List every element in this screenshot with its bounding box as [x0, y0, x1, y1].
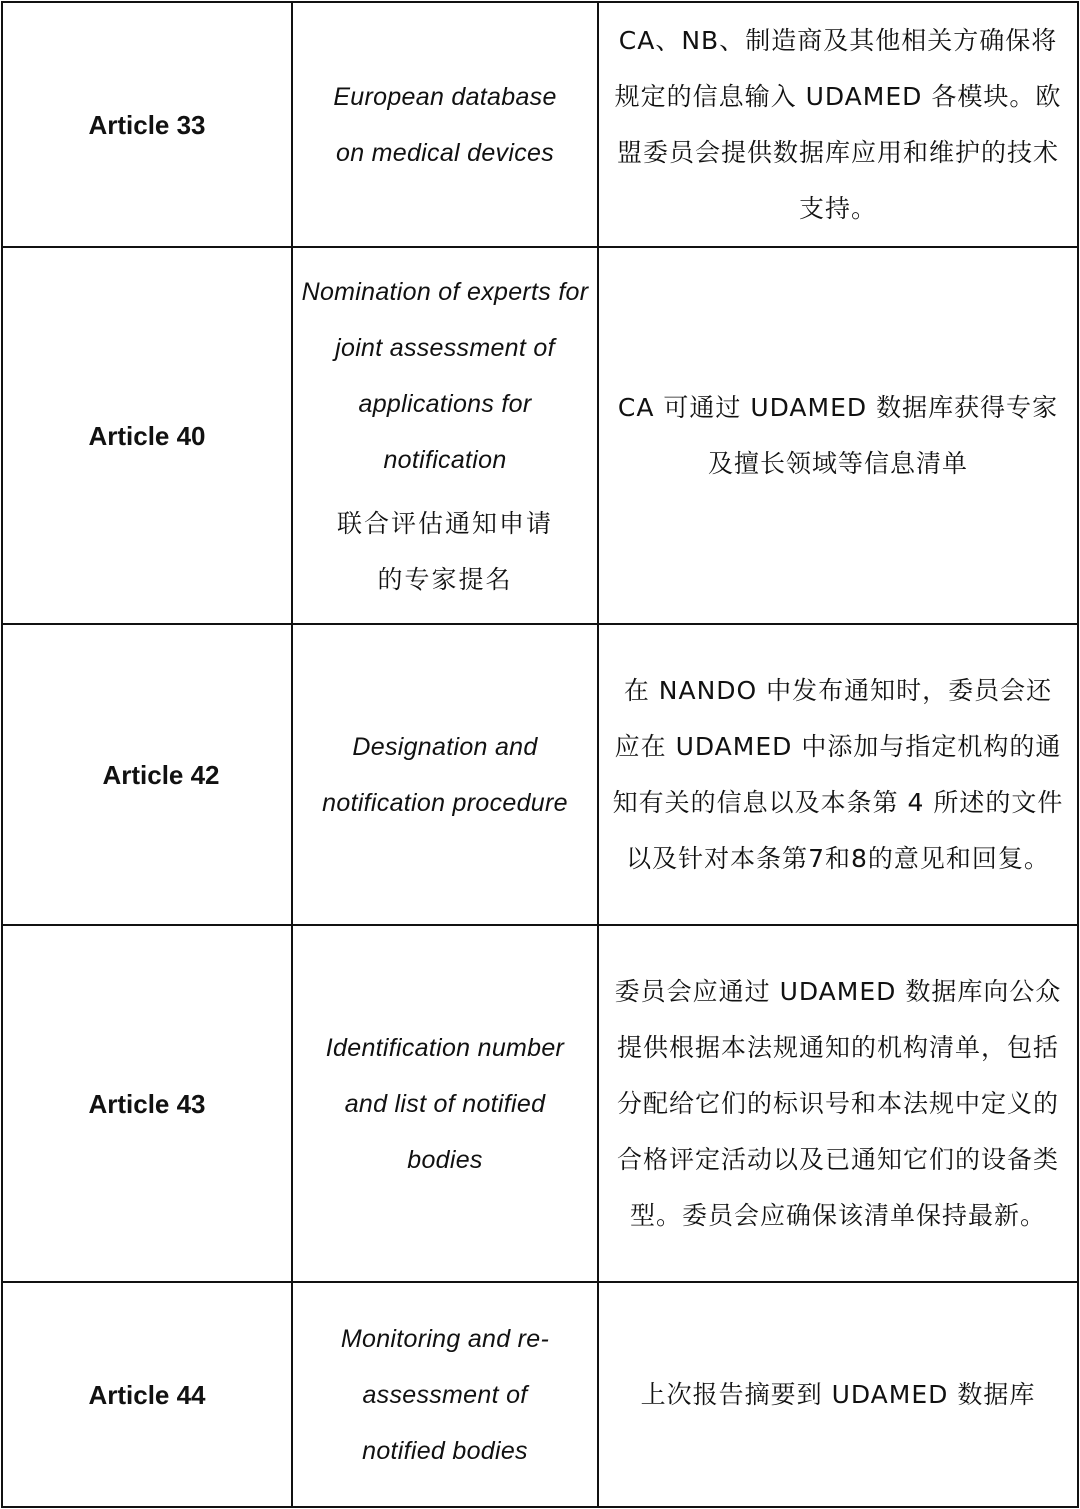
article-cell [2, 247, 292, 624]
title-cell [292, 624, 598, 925]
title-cell [292, 925, 598, 1282]
table-row [2, 624, 1078, 925]
description-cell [598, 2, 1078, 247]
article-description: 上次报告摘要到 UDAMED 数据库 [640, 1379, 1036, 1409]
article-number: Article 42 [102, 759, 220, 790]
article-title: Identification number and list of notified bodies [325, 1033, 565, 1174]
description-cell [598, 247, 1078, 624]
table-row [2, 247, 1078, 624]
article-cell [2, 925, 292, 1282]
article-title: Designation and notification procedure [322, 732, 568, 817]
table-row [2, 925, 1078, 1282]
table-row [2, 2, 1078, 247]
article-cell [2, 2, 292, 247]
article-title: Nomination of experts for joint assessment of applications for notification [301, 277, 589, 474]
article-cell [2, 624, 292, 925]
article-description: CA 可通过 UDAMED 数据库获得专家及擅长领域等信息清单 [617, 392, 1059, 478]
article-description: 委员会应通过 UDAMED 数据库向公众提供根据本法规通知的机构清单，包括分配给它们的标识号和本法规中定义的合格评定活动以及已通知它们的设备类型。委员会应确保该清单保持最新。 [614, 976, 1062, 1230]
article-number: Article 44 [88, 1379, 206, 1410]
article-title: European database on medical devices [333, 82, 557, 167]
table-row [2, 1282, 1078, 1507]
regulation-table [1, 1, 1079, 1508]
description-cell [598, 925, 1078, 1282]
article-title: Monitoring and re-assessment of notified bodies [340, 1324, 550, 1465]
title-cell [292, 2, 598, 247]
title-cell [292, 1282, 598, 1507]
article-number: Article 33 [88, 109, 206, 140]
article-title-cn: 联合评估通知申请的专家提名 [336, 508, 553, 594]
description-cell [598, 624, 1078, 925]
description-cell [598, 1282, 1078, 1507]
article-number: Article 43 [88, 1088, 206, 1119]
article-description: 在 NANDO 中发布通知时，委员会还应在 UDAMED 中添加与指定机构的通知有关的信息以及本条第 4 所述的文件以及针对本条第7和8的意见和回复。 [612, 675, 1064, 873]
article-number: Article 40 [88, 420, 206, 451]
article-cell [2, 1282, 292, 1507]
article-description: CA、NB、制造商及其他相关方确保将规定的信息输入 UDAMED 各模块。欧盟委员会提供数据库应用和维护的技术支持。 [614, 25, 1062, 223]
title-cell [292, 247, 598, 624]
